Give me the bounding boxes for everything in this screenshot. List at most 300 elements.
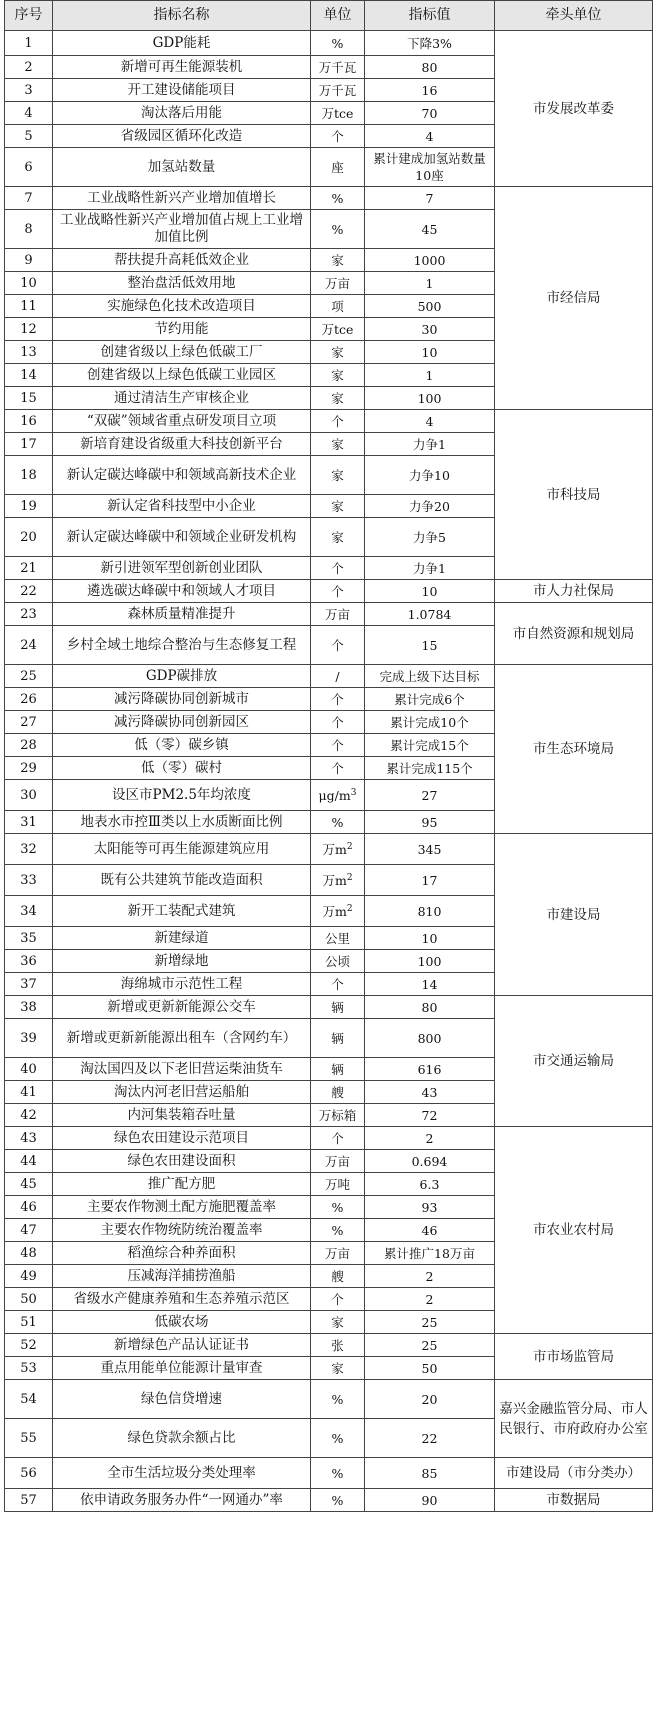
row-number: 10 <box>5 272 53 295</box>
unit-text: 家 <box>331 1314 344 1330</box>
unit-cell <box>311 811 365 834</box>
indicator-value: 累计推广18万亩 <box>365 1242 495 1265</box>
indicator-name: 太阳能等可再生能源建筑应用 <box>53 834 311 865</box>
row-number: 54 <box>5 1380 53 1419</box>
indicator-value: 累计完成6个 <box>365 688 495 711</box>
unit-text: 个 <box>331 737 344 753</box>
unit-cell <box>311 79 365 102</box>
indicator-value: 10 <box>365 341 495 364</box>
unit-cell <box>311 387 365 410</box>
unit-cell <box>311 1150 365 1173</box>
unit-cell <box>311 318 365 341</box>
unit-text: 家 <box>331 467 344 483</box>
unit-text: 万千瓦 <box>318 82 357 98</box>
row-number: 22 <box>5 580 53 603</box>
indicator-name: 低（零）碳乡镇 <box>53 734 311 757</box>
header-name: 指标名称 <box>53 1 311 31</box>
unit-text: 万千瓦 <box>318 59 357 75</box>
indicator-name: 绿色农田建设面积 <box>53 1150 311 1173</box>
unit-text: 公顷 <box>324 953 350 969</box>
header-value: 指标值 <box>365 1 495 31</box>
indicator-name: 实施绿色化技术改造项目 <box>53 295 311 318</box>
table-row <box>5 1489 653 1512</box>
row-number: 7 <box>5 187 53 210</box>
indicator-name: 工业战略性新兴产业增加值占规上工业增加值比例 <box>53 210 311 249</box>
row-number: 29 <box>5 757 53 780</box>
row-number: 1 <box>5 31 53 56</box>
indicator-name: 创建省级以上绿色低碳工业园区 <box>53 364 311 387</box>
indicator-value: 25 <box>365 1311 495 1334</box>
indicator-value: 20 <box>365 1380 495 1419</box>
indicator-name: “双碳”领域省重点研发项目立项 <box>53 410 311 433</box>
indicator-value: 345 <box>365 834 495 865</box>
unit-text: 万标箱 <box>318 1107 357 1123</box>
indicator-value: 70 <box>365 102 495 125</box>
indicator-name: 全市生活垃圾分类处理率 <box>53 1458 311 1489</box>
indicator-value: 力争1 <box>365 557 495 580</box>
unit-superscript: 2 <box>346 841 353 852</box>
indicator-name: GDP能耗 <box>53 31 311 56</box>
row-number: 30 <box>5 780 53 811</box>
indicator-value: 累计完成15个 <box>365 734 495 757</box>
unit-cell <box>311 210 365 249</box>
indicator-name: 节约用能 <box>53 318 311 341</box>
indicator-value: 力争10 <box>365 456 495 495</box>
unit-text: 家 <box>331 1360 344 1376</box>
unit-text: 万m <box>322 872 347 888</box>
row-number: 34 <box>5 896 53 927</box>
unit-cell <box>311 603 365 626</box>
unit-text: 公里 <box>324 930 350 946</box>
unit-text: 艘 <box>331 1268 344 1284</box>
row-number: 3 <box>5 79 53 102</box>
row-number: 25 <box>5 665 53 688</box>
indicator-value: 累计建成加氢站数量10座 <box>365 148 495 187</box>
row-number: 6 <box>5 148 53 187</box>
table-row <box>5 1380 653 1419</box>
header-no: 序号 <box>5 1 53 31</box>
indicator-value: 2 <box>365 1288 495 1311</box>
lead-unit: 嘉兴金融监管分局、市人民银行、市府政府办公室 <box>495 1380 653 1458</box>
row-number: 26 <box>5 688 53 711</box>
unit-text: 个 <box>331 128 344 144</box>
unit-cell <box>311 896 365 927</box>
indicator-name: 绿色贷款余额占比 <box>53 1419 311 1458</box>
lead-unit: 市人力社保局 <box>495 580 653 603</box>
indicator-value: 800 <box>365 1019 495 1058</box>
lead-unit: 市生态环境局 <box>495 665 653 834</box>
unit-text: 家 <box>331 390 344 406</box>
unit-text: 辆 <box>331 1030 344 1046</box>
indicator-value: 1.0784 <box>365 603 495 626</box>
indicator-value: 2 <box>365 1127 495 1150</box>
indicator-name: 新增绿色产品认证证书 <box>53 1334 311 1357</box>
row-number: 53 <box>5 1357 53 1380</box>
indicator-value: 0.694 <box>365 1150 495 1173</box>
table-row <box>5 1127 653 1150</box>
row-number: 57 <box>5 1489 53 1512</box>
row-number: 27 <box>5 711 53 734</box>
row-number: 4 <box>5 102 53 125</box>
unit-text: 个 <box>331 1291 344 1307</box>
indicator-name: 新增或更新新能源公交车 <box>53 996 311 1019</box>
unit-cell <box>311 1380 365 1419</box>
indicator-name: 重点用能单位能源计量审查 <box>53 1357 311 1380</box>
indicator-value: 10 <box>365 927 495 950</box>
indicator-value: 72 <box>365 1104 495 1127</box>
indicator-value: 4 <box>365 125 495 148</box>
table-row <box>5 410 653 433</box>
unit-cell <box>311 1173 365 1196</box>
row-number: 2 <box>5 56 53 79</box>
indicator-value: 1 <box>365 272 495 295</box>
unit-text: % <box>331 1391 344 1407</box>
table-body <box>5 31 653 1512</box>
indicator-value: 80 <box>365 56 495 79</box>
indicator-name: 海绵城市示范性工程 <box>53 973 311 996</box>
indicator-value: 15 <box>365 626 495 665</box>
indicator-name: 依申请政务服务办件“一网通办”率 <box>53 1489 311 1512</box>
unit-text: % <box>331 1222 344 1238</box>
unit-cell <box>311 973 365 996</box>
unit-cell <box>311 780 365 811</box>
indicator-name: 新认定碳达峰碳中和领域高新技术企业 <box>53 456 311 495</box>
row-number: 18 <box>5 456 53 495</box>
unit-cell <box>311 433 365 456</box>
unit-cell <box>311 1288 365 1311</box>
table-row <box>5 1334 653 1357</box>
indicator-name: 新认定碳达峰碳中和领域企业研发机构 <box>53 518 311 557</box>
indicator-table <box>4 0 653 1512</box>
row-number: 37 <box>5 973 53 996</box>
row-number: 31 <box>5 811 53 834</box>
indicator-name: 新开工装配式建筑 <box>53 896 311 927</box>
row-number: 51 <box>5 1311 53 1334</box>
indicator-name: 绿色农田建设示范项目 <box>53 1127 311 1150</box>
unit-cell <box>311 865 365 896</box>
indicator-value: 17 <box>365 865 495 896</box>
row-number: 55 <box>5 1419 53 1458</box>
unit-text: 艘 <box>331 1084 344 1100</box>
row-number: 38 <box>5 996 53 1019</box>
unit-text: 万亩 <box>324 606 350 622</box>
unit-text: 万tce <box>321 321 354 337</box>
unit-cell <box>311 1458 365 1489</box>
row-number: 46 <box>5 1196 53 1219</box>
row-number: 32 <box>5 834 53 865</box>
unit-cell <box>311 456 365 495</box>
unit-cell <box>311 688 365 711</box>
indicator-value: 完成上级下达目标 <box>365 665 495 688</box>
unit-text: 项 <box>331 298 344 314</box>
row-number: 50 <box>5 1288 53 1311</box>
indicator-name: 新增可再生能源装机 <box>53 56 311 79</box>
lead-unit: 市建设局 <box>495 834 653 996</box>
row-number: 15 <box>5 387 53 410</box>
indicator-name: 新培育建设省级重大科技创新平台 <box>53 433 311 456</box>
indicator-name: 低碳农场 <box>53 1311 311 1334</box>
lead-unit: 市经信局 <box>495 187 653 410</box>
unit-cell <box>311 580 365 603</box>
indicator-name: 工业战略性新兴产业增加值增长 <box>53 187 311 210</box>
row-number: 17 <box>5 433 53 456</box>
unit-cell <box>311 1265 365 1288</box>
unit-text: % <box>331 221 344 237</box>
unit-text: 个 <box>331 714 344 730</box>
table-row <box>5 834 653 865</box>
row-number: 21 <box>5 557 53 580</box>
indicator-value: 90 <box>365 1489 495 1512</box>
indicator-name: 内河集装箱吞吐量 <box>53 1104 311 1127</box>
indicator-name: 淘汰内河老旧营运船舶 <box>53 1081 311 1104</box>
table-row <box>5 996 653 1019</box>
row-number: 44 <box>5 1150 53 1173</box>
row-number: 13 <box>5 341 53 364</box>
unit-cell <box>311 1219 365 1242</box>
row-number: 56 <box>5 1458 53 1489</box>
row-number: 12 <box>5 318 53 341</box>
unit-cell <box>311 927 365 950</box>
unit-cell <box>311 56 365 79</box>
row-number: 20 <box>5 518 53 557</box>
unit-cell <box>311 518 365 557</box>
row-number: 8 <box>5 210 53 249</box>
unit-cell <box>311 996 365 1019</box>
lead-unit: 市建设局（市分类办） <box>495 1458 653 1489</box>
unit-cell <box>311 1242 365 1265</box>
indicator-name: 帮扶提升高耗低效企业 <box>53 249 311 272</box>
indicator-value: 95 <box>365 811 495 834</box>
table-row <box>5 31 653 56</box>
row-number: 16 <box>5 410 53 433</box>
unit-text: % <box>331 1430 344 1446</box>
table-row <box>5 665 653 688</box>
unit-superscript: 2 <box>346 903 353 914</box>
row-number: 36 <box>5 950 53 973</box>
unit-text: % <box>331 1492 344 1508</box>
header-unit: 单位 <box>311 1 365 31</box>
unit-text: 万m <box>322 903 347 919</box>
table-row <box>5 603 653 626</box>
indicator-value: 50 <box>365 1357 495 1380</box>
indicator-value: 1 <box>365 364 495 387</box>
unit-cell <box>311 834 365 865</box>
indicator-value: 45 <box>365 210 495 249</box>
row-number: 24 <box>5 626 53 665</box>
unit-text: % <box>331 814 344 830</box>
indicator-name: 新增或更新新能源出租车（含网约车） <box>53 1019 311 1058</box>
unit-cell <box>311 1311 365 1334</box>
unit-text: μg/m <box>318 787 351 803</box>
unit-text: 个 <box>331 637 344 653</box>
unit-superscript: 2 <box>346 872 353 883</box>
unit-text: % <box>331 1199 344 1215</box>
header-lead: 牵头单位 <box>495 1 653 31</box>
indicator-name: 新建绿道 <box>53 927 311 950</box>
unit-cell <box>311 1419 365 1458</box>
indicator-value: 616 <box>365 1058 495 1081</box>
indicator-name: 主要农作物统防统治覆盖率 <box>53 1219 311 1242</box>
indicator-name: 绿色信贷增速 <box>53 1380 311 1419</box>
indicator-value: 下降3% <box>365 31 495 56</box>
indicator-name: 推广配方肥 <box>53 1173 311 1196</box>
row-number: 9 <box>5 249 53 272</box>
indicator-value: 43 <box>365 1081 495 1104</box>
unit-cell <box>311 295 365 318</box>
indicator-value: 810 <box>365 896 495 927</box>
indicator-name: 新增绿地 <box>53 950 311 973</box>
indicator-name: 遴选碳达峰碳中和领域人才项目 <box>53 580 311 603</box>
lead-unit: 市发展改革委 <box>495 31 653 187</box>
unit-text: 个 <box>331 691 344 707</box>
unit-text: 家 <box>331 529 344 545</box>
unit-text: 万tce <box>321 105 354 121</box>
unit-cell <box>311 950 365 973</box>
indicator-name: 淘汰落后用能 <box>53 102 311 125</box>
unit-text: 个 <box>331 760 344 776</box>
indicator-name: 新引进领军型创新创业团队 <box>53 557 311 580</box>
unit-text: 万亩 <box>324 1153 350 1169</box>
unit-cell <box>311 711 365 734</box>
unit-cell <box>311 1127 365 1150</box>
unit-text: 万m <box>322 841 347 857</box>
indicator-value: 10 <box>365 580 495 603</box>
row-number: 14 <box>5 364 53 387</box>
unit-cell <box>311 187 365 210</box>
unit-text: 座 <box>331 159 344 175</box>
indicator-value: 22 <box>365 1419 495 1458</box>
unit-text: % <box>331 35 344 51</box>
indicator-value: 100 <box>365 950 495 973</box>
unit-cell <box>311 1334 365 1357</box>
table-row <box>5 580 653 603</box>
unit-text: 个 <box>331 976 344 992</box>
unit-text: 万亩 <box>324 1245 350 1261</box>
indicator-value: 力争20 <box>365 495 495 518</box>
row-number: 19 <box>5 495 53 518</box>
indicator-name: 省级园区循环化改造 <box>53 125 311 148</box>
unit-cell <box>311 757 365 780</box>
indicator-value: 累计完成115个 <box>365 757 495 780</box>
indicator-name: 森林质量精准提升 <box>53 603 311 626</box>
indicator-name: 整治盘活低效用地 <box>53 272 311 295</box>
unit-text: 个 <box>331 560 344 576</box>
unit-cell <box>311 1196 365 1219</box>
indicator-name: 设区市PM2.5年均浓度 <box>53 780 311 811</box>
indicator-name: 创建省级以上绿色低碳工厂 <box>53 341 311 364</box>
lead-unit: 市科技局 <box>495 410 653 580</box>
indicator-value: 16 <box>365 79 495 102</box>
indicator-value: 4 <box>365 410 495 433</box>
row-number: 45 <box>5 1173 53 1196</box>
unit-cell <box>311 148 365 187</box>
header-row <box>5 1 653 31</box>
indicator-name: 乡村全域土地综合整治与生态修复工程 <box>53 626 311 665</box>
row-number: 39 <box>5 1019 53 1058</box>
row-number: 33 <box>5 865 53 896</box>
unit-text: 个 <box>331 413 344 429</box>
row-number: 47 <box>5 1219 53 1242</box>
unit-text: 家 <box>331 367 344 383</box>
row-number: 42 <box>5 1104 53 1127</box>
unit-text: / <box>335 668 340 684</box>
unit-text: 个 <box>331 583 344 599</box>
indicator-name: 开工建设储能项目 <box>53 79 311 102</box>
lead-unit: 市交通运输局 <box>495 996 653 1127</box>
unit-text: 万亩 <box>324 275 350 291</box>
unit-text: 家 <box>331 344 344 360</box>
unit-cell <box>311 1058 365 1081</box>
unit-text: 辆 <box>331 999 344 1015</box>
indicator-name: 既有公共建筑节能改造面积 <box>53 865 311 896</box>
unit-text: 个 <box>331 1130 344 1146</box>
indicator-name: 淘汰国四及以下老旧营运柴油货车 <box>53 1058 311 1081</box>
unit-cell <box>311 272 365 295</box>
indicator-value: 93 <box>365 1196 495 1219</box>
unit-text: 家 <box>331 498 344 514</box>
indicator-name: 省级水产健康养殖和生态养殖示范区 <box>53 1288 311 1311</box>
unit-superscript: 3 <box>350 787 357 798</box>
unit-cell <box>311 31 365 56</box>
indicator-value: 力争1 <box>365 433 495 456</box>
table-row <box>5 1458 653 1489</box>
indicator-name: 加氢站数量 <box>53 148 311 187</box>
row-number: 49 <box>5 1265 53 1288</box>
unit-text: % <box>331 190 344 206</box>
indicator-name: 通过清洁生产审核企业 <box>53 387 311 410</box>
unit-cell <box>311 249 365 272</box>
unit-cell <box>311 626 365 665</box>
row-number: 41 <box>5 1081 53 1104</box>
unit-cell <box>311 665 365 688</box>
indicator-name: 新认定省科技型中小企业 <box>53 495 311 518</box>
unit-text: 万吨 <box>324 1176 350 1192</box>
unit-cell <box>311 1489 365 1512</box>
unit-text: 家 <box>331 252 344 268</box>
indicator-value: 累计完成10个 <box>365 711 495 734</box>
unit-cell <box>311 557 365 580</box>
unit-text: 辆 <box>331 1061 344 1077</box>
unit-text: % <box>331 1465 344 1481</box>
indicator-value: 27 <box>365 780 495 811</box>
indicator-name: GDP碳排放 <box>53 665 311 688</box>
indicator-value: 46 <box>365 1219 495 1242</box>
unit-text: 张 <box>331 1337 344 1353</box>
indicator-name: 地表水市控Ⅲ类以上水质断面比例 <box>53 811 311 834</box>
row-number: 48 <box>5 1242 53 1265</box>
unit-cell <box>311 102 365 125</box>
row-number: 11 <box>5 295 53 318</box>
unit-cell <box>311 734 365 757</box>
lead-unit: 市市场监管局 <box>495 1334 653 1380</box>
indicator-value: 6.3 <box>365 1173 495 1196</box>
row-number: 5 <box>5 125 53 148</box>
unit-cell <box>311 1104 365 1127</box>
lead-unit: 市自然资源和规划局 <box>495 603 653 665</box>
indicator-value: 30 <box>365 318 495 341</box>
row-number: 23 <box>5 603 53 626</box>
row-number: 40 <box>5 1058 53 1081</box>
row-number: 28 <box>5 734 53 757</box>
indicator-value: 14 <box>365 973 495 996</box>
indicator-name: 减污降碳协同创新园区 <box>53 711 311 734</box>
indicator-name: 压减海洋捕捞渔船 <box>53 1265 311 1288</box>
unit-cell <box>311 1081 365 1104</box>
unit-cell <box>311 125 365 148</box>
indicator-value: 7 <box>365 187 495 210</box>
row-number: 52 <box>5 1334 53 1357</box>
indicator-value: 100 <box>365 387 495 410</box>
